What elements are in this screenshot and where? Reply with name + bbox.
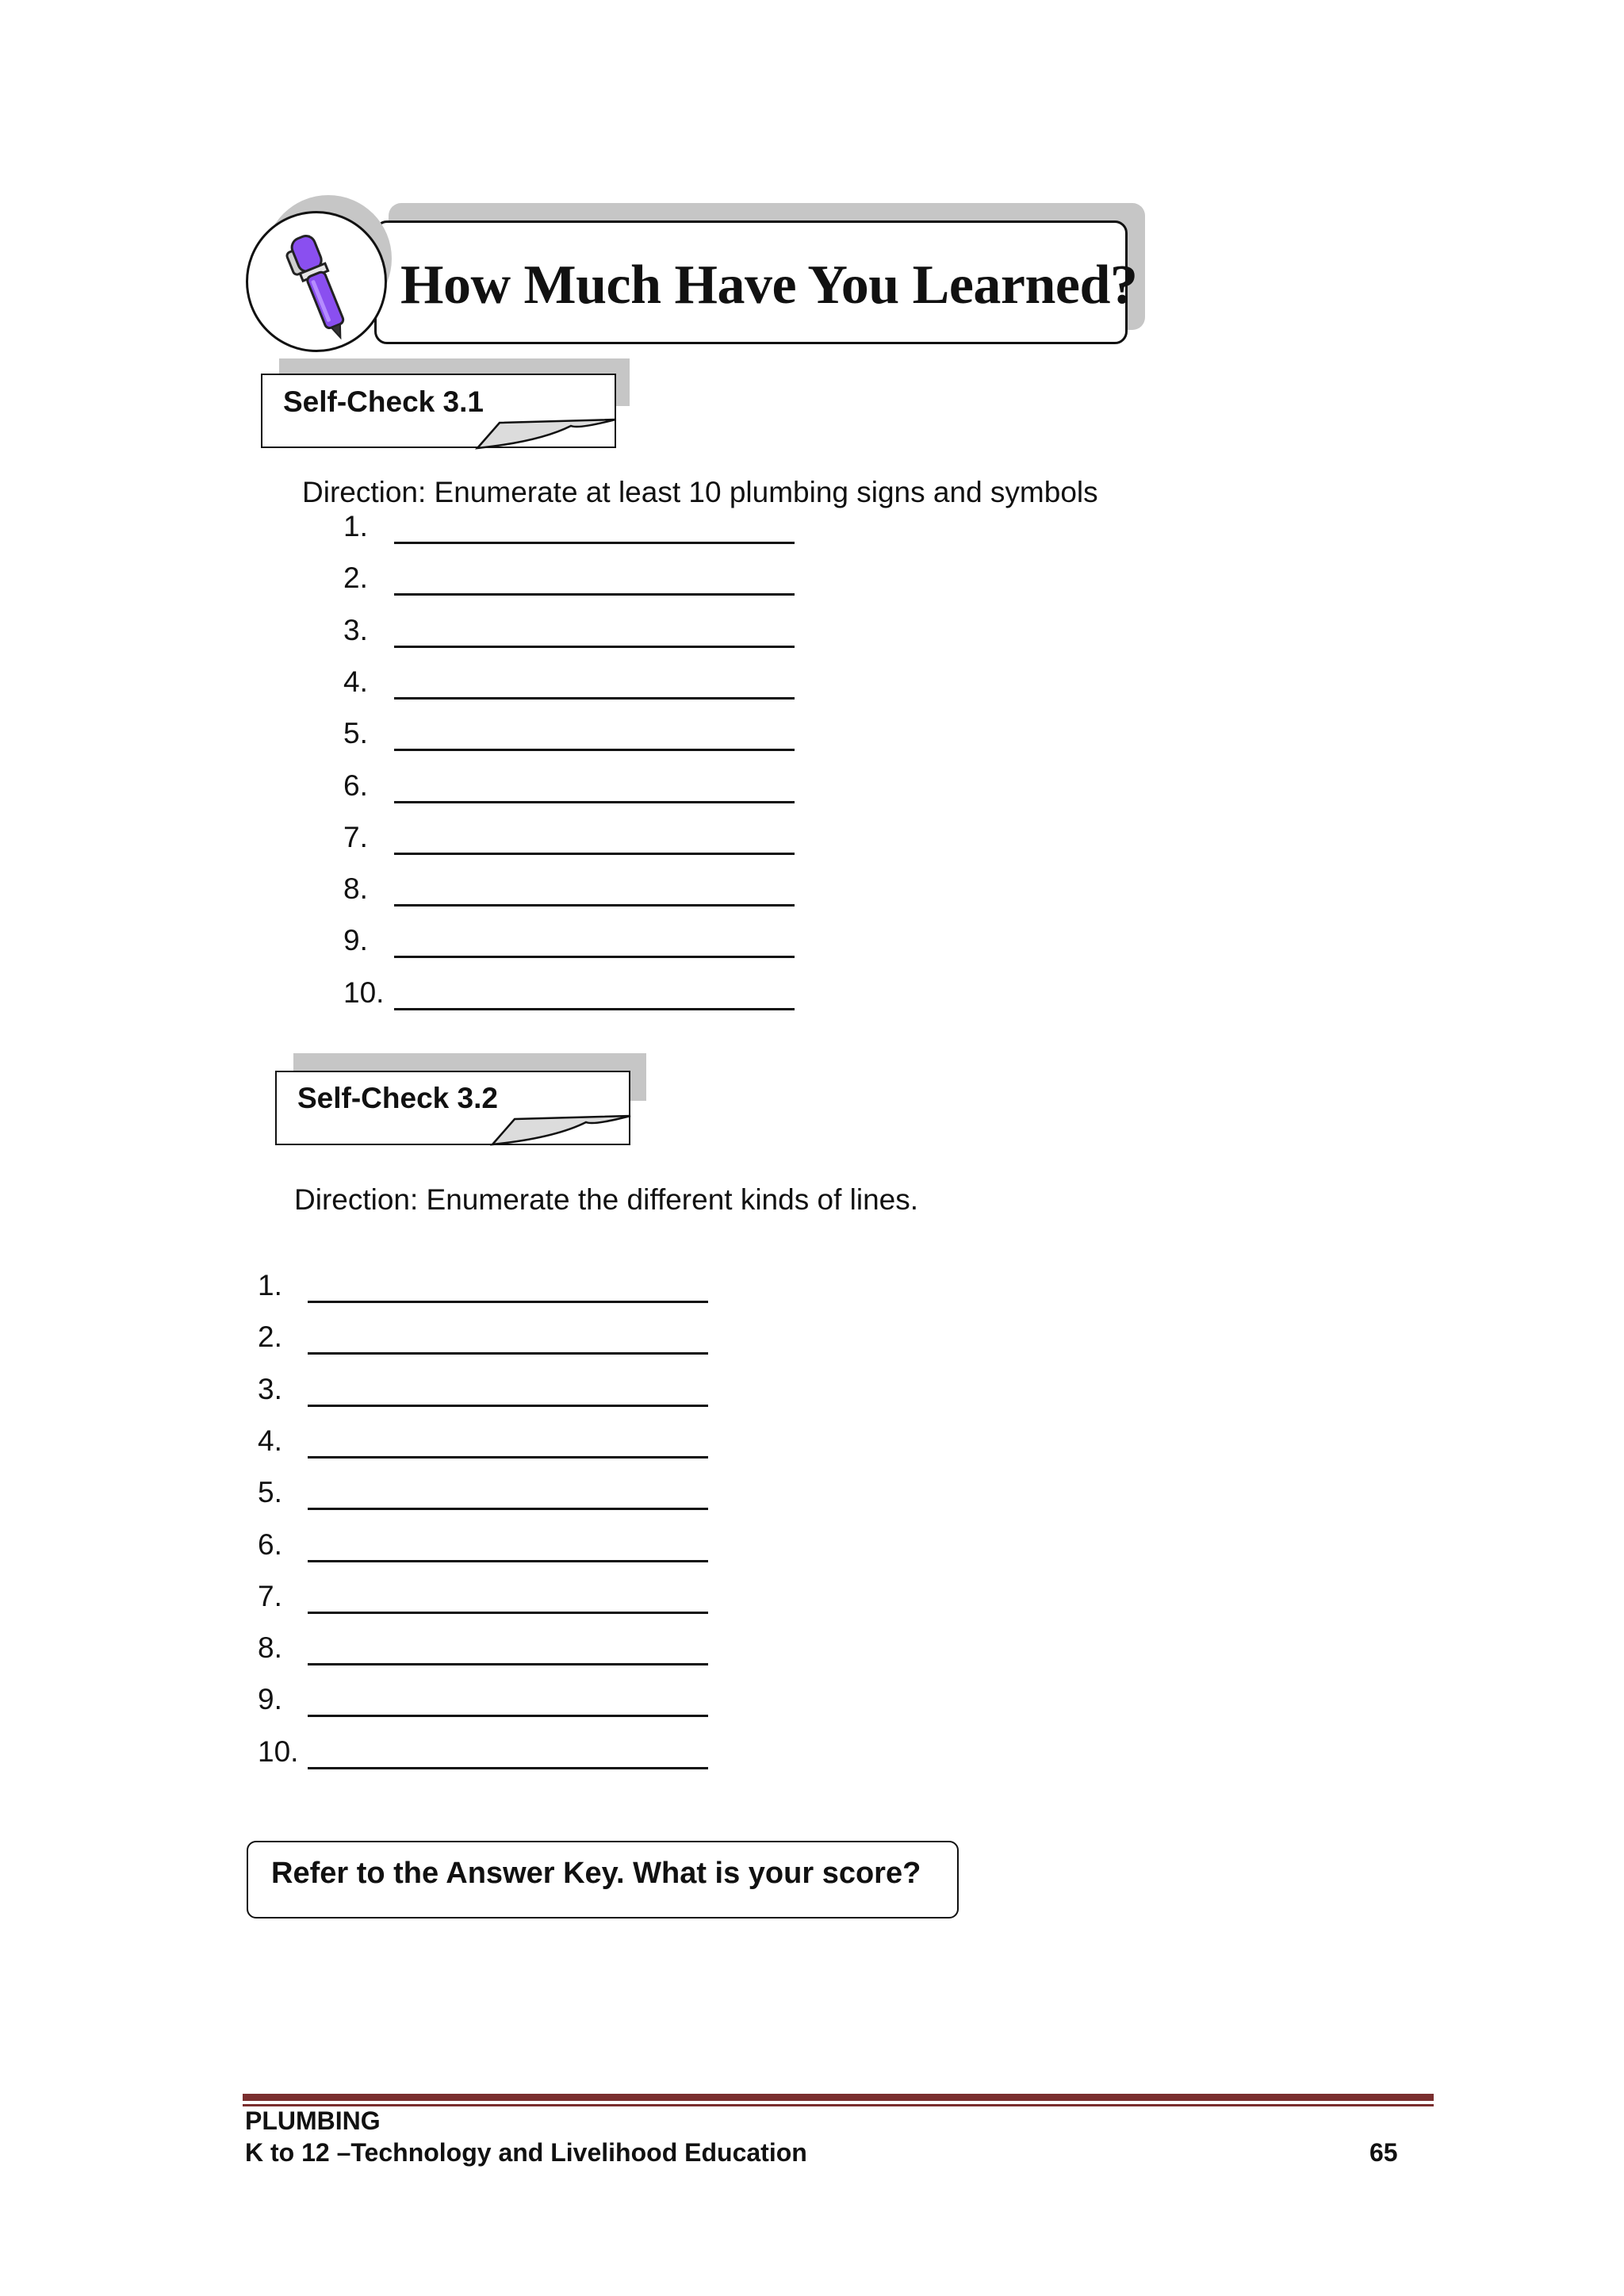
item-number: 7. — [258, 1579, 282, 1612]
item-number: 8. — [258, 1631, 282, 1665]
self-check-2-direction: Direction: Enumerate the different kinds of lines. — [294, 1183, 919, 1216]
page-curl-icon — [491, 1114, 634, 1146]
answer-blank[interactable] — [394, 749, 795, 751]
item-number: 9. — [258, 1683, 282, 1716]
item-number: 3. — [258, 1372, 282, 1405]
item-number: 3. — [343, 613, 368, 646]
item-number: 5. — [343, 717, 368, 750]
item-number: 10. — [343, 976, 385, 1009]
answer-blank[interactable] — [394, 801, 795, 803]
page-curl-icon — [476, 418, 619, 450]
pen-icon — [248, 213, 389, 355]
item-number: 1. — [343, 510, 368, 542]
answer-blank[interactable] — [308, 1405, 708, 1407]
self-check-2-label: Self-Check 3.2 — [297, 1082, 498, 1114]
answer-blank[interactable] — [308, 1560, 708, 1562]
item-number: 2. — [258, 1320, 282, 1354]
answer-blank[interactable] — [308, 1508, 708, 1510]
icon-badge — [246, 211, 387, 352]
item-number: 1. — [258, 1269, 282, 1301]
item-number: 2. — [343, 562, 368, 595]
answer-blank[interactable] — [394, 1008, 795, 1010]
item-number: 5. — [258, 1476, 282, 1509]
answer-blank[interactable] — [394, 646, 795, 648]
page-title: How Much Have You Learned? — [400, 255, 1138, 316]
answer-blank[interactable] — [308, 1456, 708, 1458]
item-number: 9. — [343, 924, 368, 957]
answer-blank[interactable] — [394, 956, 795, 958]
answer-blank[interactable] — [394, 697, 795, 700]
item-number: 4. — [258, 1424, 282, 1457]
answer-blank[interactable] — [308, 1612, 708, 1614]
item-number: 7. — [343, 820, 368, 853]
footer-rule-thin — [243, 2104, 1434, 2106]
answer-blank[interactable] — [394, 593, 795, 596]
self-check-1-label: Self-Check 3.1 — [283, 385, 484, 418]
answer-blank[interactable] — [394, 542, 795, 544]
answer-blank[interactable] — [308, 1663, 708, 1665]
answer-blank[interactable] — [308, 1352, 708, 1355]
score-prompt: Refer to the Answer Key. What is your score? — [271, 1857, 921, 1890]
self-check-1-direction: Direction: Enumerate at least 10 plumbing signs and symbols — [302, 476, 1098, 508]
item-number: 6. — [258, 1527, 282, 1561]
item-number: 8. — [343, 872, 368, 906]
answer-blank[interactable] — [394, 853, 795, 855]
answer-blank[interactable] — [308, 1715, 708, 1717]
footer-course: K to 12 –Technology and Livelihood Education — [245, 2138, 807, 2167]
footer-subject: PLUMBING — [245, 2106, 381, 2135]
page-number: 65 — [1369, 2138, 1398, 2167]
answer-blank[interactable] — [308, 1767, 708, 1769]
footer-rule — [243, 2094, 1434, 2101]
item-number: 10. — [258, 1734, 299, 1768]
item-number: 4. — [343, 665, 368, 698]
item-number: 6. — [343, 769, 368, 802]
answer-blank[interactable] — [394, 904, 795, 907]
answer-blank[interactable] — [308, 1301, 708, 1303]
